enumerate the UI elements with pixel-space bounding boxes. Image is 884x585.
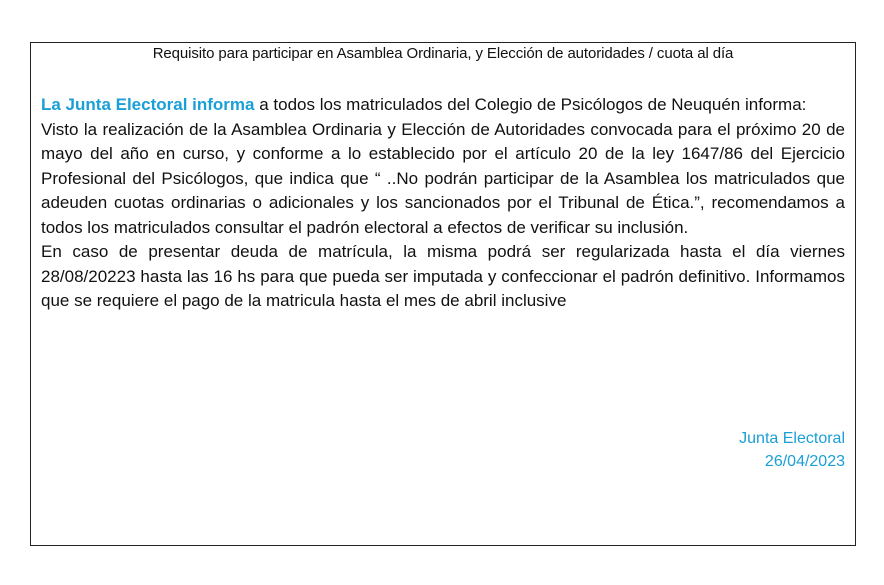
signature-name: Junta Electoral [739, 430, 845, 447]
paragraph-2: En caso de presentar deuda de matrícula, la misma podrá ser regularizada hasta el día viernes 28/08/20223 hasta las 16 hs para que pueda ser imputada y confeccionar el padrón definitivo. Informamos que se requiere el pago de la matricula hasta el mes de abril inclusive [41, 242, 845, 310]
notice-heading: Requisito para participar en Asamblea Ordinaria, y Elección de autoridades / cuota al día [152, 45, 734, 62]
notice-body [41, 93, 845, 314]
notice-frame [30, 42, 856, 546]
signature-block [739, 427, 845, 473]
paragraph-1: Visto la realización de la Asamblea Ordinaria y Elección de Autoridades convocada para el próximo 20 de mayo del año en curso, y conforme a lo establecido por el artículo 20 de la ley 1647/86 del Ejercicio Profesional del Psicólogos, que indica que “ ..No podrán participar de la Asamblea los matriculados que adeuden cuotas ordinarias o adicionales y los sancionados por el Tribunal de Ética.”, recomendamos a todos los matriculados consultar el padrón electoral a efectos de verificar su inclusión. [41, 119, 845, 237]
intro-highlight: La Junta Electoral informa [41, 95, 255, 114]
signature-date: 26/04/2023 [764, 453, 845, 470]
intro-rest: a todos los matriculados del Colegio de Psicólogos de Neuquén informa: [254, 95, 807, 114]
intro-paragraph [41, 93, 845, 118]
